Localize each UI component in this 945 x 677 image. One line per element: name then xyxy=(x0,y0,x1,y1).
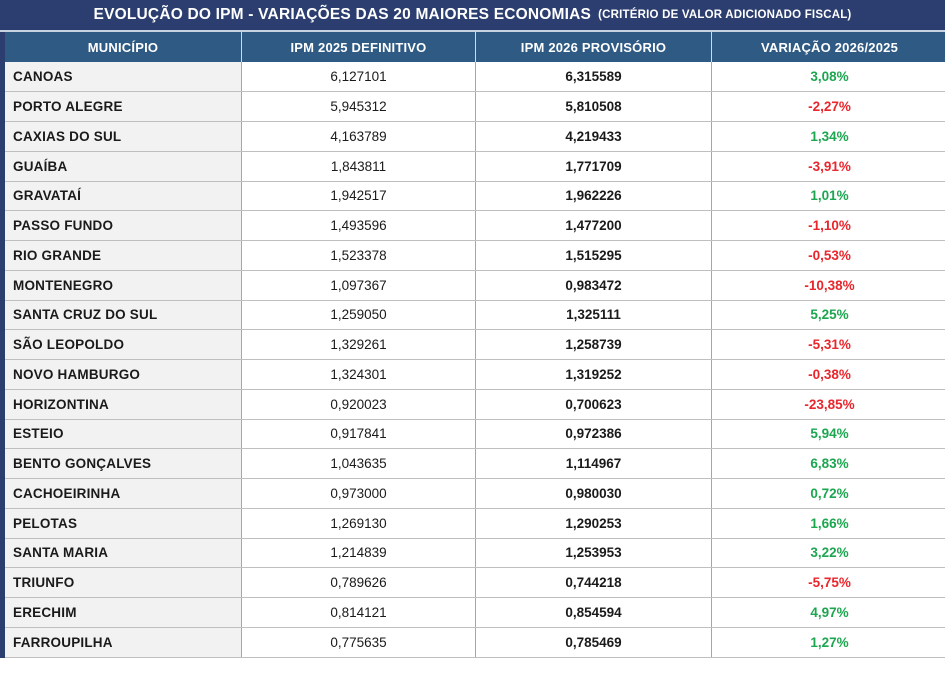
table-row xyxy=(3,360,945,390)
header-row xyxy=(3,32,945,62)
cell-ipm-2025-definitivo: 1,043635 xyxy=(242,449,476,479)
cell-ipm-2026-provisorio: 0,980030 xyxy=(476,479,712,509)
cell-variacao: 1,27% xyxy=(712,627,945,657)
cell-variacao: 5,94% xyxy=(712,419,945,449)
cell-variacao: -5,75% xyxy=(712,568,945,598)
cell-municipio: NOVO HAMBURGO xyxy=(3,360,242,390)
cell-ipm-2025-definitivo: 1,523378 xyxy=(242,241,476,271)
table-row xyxy=(3,419,945,449)
table-row xyxy=(3,598,945,628)
cell-ipm-2026-provisorio: 1,515295 xyxy=(476,241,712,271)
cell-ipm-2025-definitivo: 0,814121 xyxy=(242,598,476,628)
cell-municipio: PELOTAS xyxy=(3,508,242,538)
cell-variacao: 6,83% xyxy=(712,449,945,479)
table-row xyxy=(3,508,945,538)
cell-ipm-2025-definitivo: 6,127101 xyxy=(242,62,476,92)
cell-ipm-2025-definitivo: 1,214839 xyxy=(242,538,476,568)
cell-variacao: 4,97% xyxy=(712,598,945,628)
cell-ipm-2026-provisorio: 1,253953 xyxy=(476,538,712,568)
cell-variacao: 0,72% xyxy=(712,479,945,509)
cell-variacao: 5,25% xyxy=(712,300,945,330)
cell-variacao: -2,27% xyxy=(712,92,945,122)
table-row xyxy=(3,270,945,300)
cell-ipm-2026-provisorio: 0,854594 xyxy=(476,598,712,628)
cell-ipm-2026-provisorio: 0,700623 xyxy=(476,389,712,419)
table-title: EVOLUÇÃO DO IPM - VARIAÇÕES DAS 20 MAIORES ECONOMIAS xyxy=(93,6,592,23)
col-header-ipm-2026-provisorio: IPM 2026 PROVISÓRIO xyxy=(476,32,712,62)
table-row xyxy=(3,479,945,509)
cell-variacao: 3,08% xyxy=(712,62,945,92)
cell-ipm-2026-provisorio: 1,319252 xyxy=(476,360,712,390)
cell-municipio: GRAVATAÍ xyxy=(3,181,242,211)
cell-municipio: CANOAS xyxy=(3,62,242,92)
cell-ipm-2025-definitivo: 0,775635 xyxy=(242,627,476,657)
cell-municipio: CACHOEIRINHA xyxy=(3,479,242,509)
cell-variacao: -3,91% xyxy=(712,151,945,181)
cell-municipio: MONTENEGRO xyxy=(3,270,242,300)
cell-municipio: PORTO ALEGRE xyxy=(3,92,242,122)
col-header-variacao-2026-2025: VARIAÇÃO 2026/2025 xyxy=(712,32,945,62)
cell-ipm-2026-provisorio: 0,744218 xyxy=(476,568,712,598)
cell-variacao: -5,31% xyxy=(712,330,945,360)
cell-ipm-2026-provisorio: 1,771709 xyxy=(476,151,712,181)
cell-ipm-2026-provisorio: 1,258739 xyxy=(476,330,712,360)
col-header-municipio: MUNICÍPIO xyxy=(3,32,242,62)
cell-ipm-2026-provisorio: 1,962226 xyxy=(476,181,712,211)
cell-ipm-2025-definitivo: 0,973000 xyxy=(242,479,476,509)
table-title-bar xyxy=(0,0,945,32)
cell-variacao: 1,34% xyxy=(712,122,945,152)
table-row xyxy=(3,92,945,122)
cell-municipio: FARROUPILHA xyxy=(3,627,242,657)
cell-ipm-2026-provisorio: 0,983472 xyxy=(476,270,712,300)
table-row xyxy=(3,568,945,598)
cell-municipio: ERECHIM xyxy=(3,598,242,628)
table-row xyxy=(3,211,945,241)
table-row xyxy=(3,300,945,330)
cell-variacao: -0,38% xyxy=(712,360,945,390)
table-row xyxy=(3,122,945,152)
cell-ipm-2025-definitivo: 1,324301 xyxy=(242,360,476,390)
cell-ipm-2025-definitivo: 1,097367 xyxy=(242,270,476,300)
cell-ipm-2026-provisorio: 0,785469 xyxy=(476,627,712,657)
cell-ipm-2025-definitivo: 1,493596 xyxy=(242,211,476,241)
table-row xyxy=(3,151,945,181)
cell-ipm-2025-definitivo: 1,843811 xyxy=(242,151,476,181)
cell-ipm-2025-definitivo: 0,789626 xyxy=(242,568,476,598)
cell-municipio: SÃO LEOPOLDO xyxy=(3,330,242,360)
cell-variacao: 3,22% xyxy=(712,538,945,568)
table-row xyxy=(3,627,945,657)
table-row xyxy=(3,538,945,568)
table-row xyxy=(3,389,945,419)
cell-variacao: -23,85% xyxy=(712,389,945,419)
cell-ipm-2026-provisorio: 5,810508 xyxy=(476,92,712,122)
cell-municipio: SANTA CRUZ DO SUL xyxy=(3,300,242,330)
cell-ipm-2025-definitivo: 0,920023 xyxy=(242,389,476,419)
cell-municipio: BENTO GONÇALVES xyxy=(3,449,242,479)
cell-ipm-2026-provisorio: 1,477200 xyxy=(476,211,712,241)
cell-ipm-2025-definitivo: 0,917841 xyxy=(242,419,476,449)
table-row xyxy=(3,62,945,92)
cell-municipio: HORIZONTINA xyxy=(3,389,242,419)
cell-variacao: -1,10% xyxy=(712,211,945,241)
table-row xyxy=(3,181,945,211)
ipm-table xyxy=(0,32,945,658)
cell-ipm-2026-provisorio: 6,315589 xyxy=(476,62,712,92)
cell-ipm-2025-definitivo: 4,163789 xyxy=(242,122,476,152)
cell-ipm-2026-provisorio: 1,325111 xyxy=(476,300,712,330)
table-row xyxy=(3,330,945,360)
cell-municipio: CAXIAS DO SUL xyxy=(3,122,242,152)
cell-ipm-2025-definitivo: 1,269130 xyxy=(242,508,476,538)
cell-ipm-2025-definitivo: 1,942517 xyxy=(242,181,476,211)
col-header-ipm-2025-definitivo: IPM 2025 DEFINITIVO xyxy=(242,32,476,62)
cell-variacao: -10,38% xyxy=(712,270,945,300)
cell-variacao: 1,66% xyxy=(712,508,945,538)
cell-municipio: GUAÍBA xyxy=(3,151,242,181)
cell-municipio: RIO GRANDE xyxy=(3,241,242,271)
table-row xyxy=(3,449,945,479)
table-row xyxy=(3,241,945,271)
table-subtitle: (CRITÉRIO DE VALOR ADICIONADO FISCAL) xyxy=(598,9,852,21)
cell-ipm-2026-provisorio: 1,290253 xyxy=(476,508,712,538)
cell-variacao: -0,53% xyxy=(712,241,945,271)
cell-ipm-2026-provisorio: 0,972386 xyxy=(476,419,712,449)
cell-municipio: TRIUNFO xyxy=(3,568,242,598)
cell-ipm-2026-provisorio: 4,219433 xyxy=(476,122,712,152)
cell-ipm-2026-provisorio: 1,114967 xyxy=(476,449,712,479)
cell-variacao: 1,01% xyxy=(712,181,945,211)
table-body xyxy=(3,62,945,657)
cell-municipio: ESTEIO xyxy=(3,419,242,449)
cell-ipm-2025-definitivo: 1,259050 xyxy=(242,300,476,330)
cell-ipm-2025-definitivo: 1,329261 xyxy=(242,330,476,360)
cell-ipm-2025-definitivo: 5,945312 xyxy=(242,92,476,122)
cell-municipio: PASSO FUNDO xyxy=(3,211,242,241)
cell-municipio: SANTA MARIA xyxy=(3,538,242,568)
